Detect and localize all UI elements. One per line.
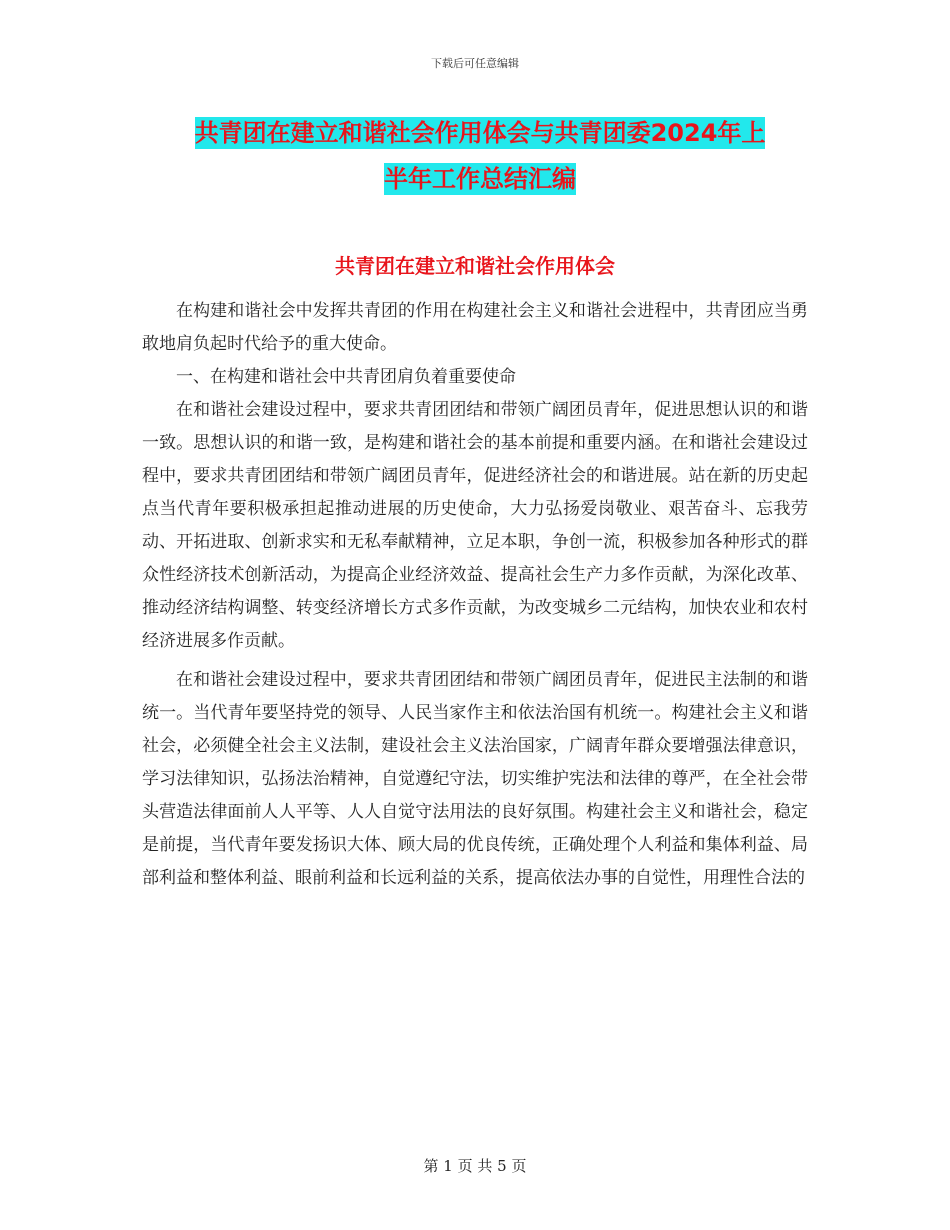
document-title-line-1: 共青团在建立和谐社会作用体会与共青团委2024年上 (194, 119, 766, 147)
document-title (140, 110, 820, 202)
paragraph-intro: 在构建和谐社会中发挥共青团的作用在构建社会主义和谐社会进程中，共青团应当勇敢地肩负起时代给予的重大使命。 (142, 301, 808, 354)
paragraph-economic: 在和谐社会建设过程中，要求共青团团结和带领广阔团员青年，促进思想认识的和谐一致。思想认识的和谐一致，是构建和谐社会的基本前提和重要内涵。在和谐社会建设过程中，要求共青团团结和带领广阔团员青年，促进经济社会的和谐进展。站在新的历史起点当代青年要积极承担起推动进展的历史使命，大力弘扬爱岗敬业、艰苦奋斗、忘我劳动、开拓进取、创新求实和无私奉献精神，立足本职，争创一流，积极参加各种形式的群众性经济技术创新活动，为提高企业经济效益、提高社会生产力多作贡献，为深化改革、推动经济结构调整、转变经济增长方式多作贡献，为改变城乡二元结构，加快农业和农村经济进展多作贡献。 (142, 400, 808, 651)
paragraph-legal: 在和谐社会建设过程中，要求共青团团结和带领广阔团员青年，促进民主法制的和谐统一。当代青年要坚持党的领导、人民当家作主和依法治国有机统一。构建社会主义和谐社会，必须健全社会主义法制，建设社会主义法治国家，广阔青年群众要增强法律意识，学习法律知识，弘扬法治精神，自觉遵纪守法，切实维护宪法和法律的尊严，在全社会带头营造法律面前人人平等、人人自觉守法用法的良好氛围。构建社会主义和谐社会，稳定是前提，当代青年要发扬识大体、顾大局的优良传统，正确处理个人利益和集体利益、局部利益和整体利益、眼前利益和长远利益的关系，提高依法办事的自觉性，用理性合法的 (142, 670, 808, 888)
paragraph-heading-1: 一、在构建和谐社会中共青团肩负着重要使命 (176, 367, 516, 387)
page-footer-number: 第 1 页 共 5 页 (423, 1157, 527, 1175)
document-title-line-2: 半年工作总结汇编 (384, 165, 576, 193)
document-body (142, 295, 808, 895)
section-title: 共青团在建立和谐社会作用体会 (335, 254, 615, 278)
page-header-note: 下载后可任意编辑 (431, 57, 519, 70)
